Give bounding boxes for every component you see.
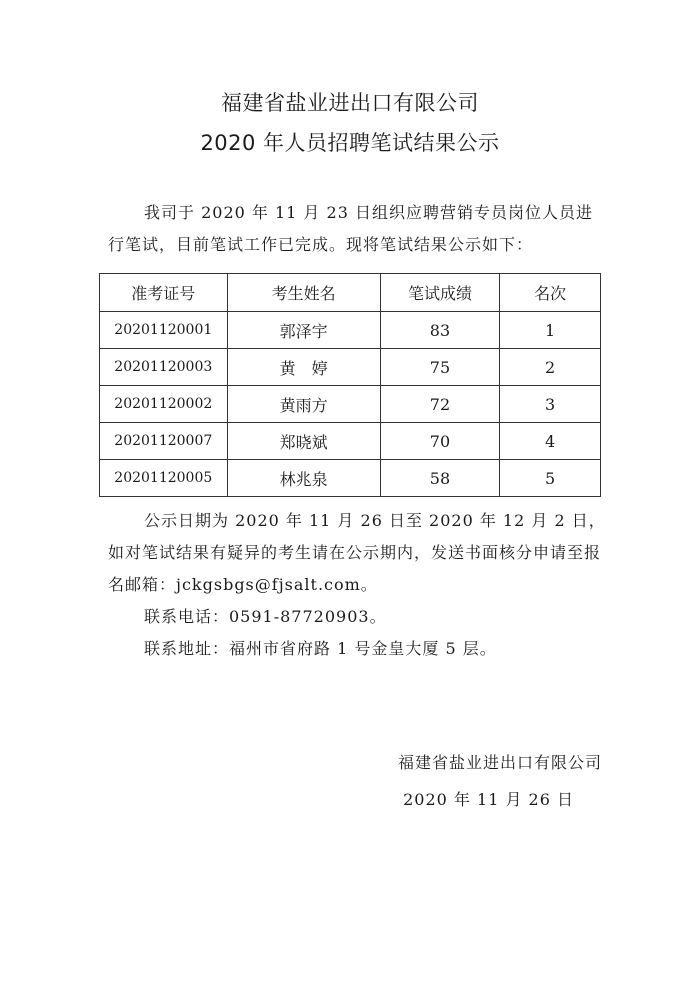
table-row [100, 349, 601, 386]
cell-rank: 1 [500, 312, 601, 349]
header-exam-id: 准考证号 [100, 274, 228, 312]
table-header-row [100, 274, 601, 312]
signature-company: 福建省盐业进出口有限公司 [397, 753, 602, 772]
cell-rank: 5 [500, 460, 601, 497]
signature-date: 2020 年 11 月 26 日 [403, 790, 574, 809]
cell-score: 75 [380, 349, 500, 386]
cell-rank: 2 [500, 349, 601, 386]
document-subtitle: 2020 年人员招聘笔试结果公示 [200, 131, 500, 155]
document-title: 福建省盐业进出口有限公司 [221, 91, 479, 115]
contact-phone: 联系电话：0591-87720903。 [144, 607, 387, 626]
header-score: 笔试成绩 [380, 274, 500, 312]
header-candidate-name: 考生姓名 [227, 274, 380, 312]
intro-paragraph: 我司于 2020 年 11 月 23 日组织应聘营销专员岗位人员进行笔试，目前笔试工作已完成。现将笔试结果公示如下： [108, 203, 593, 254]
cell-score: 72 [380, 386, 500, 423]
cell-exam-id: 20201120002 [100, 386, 228, 423]
cell-candidate-name: 郑晓斌 [227, 423, 380, 460]
contact-address: 联系地址：福州市省府路 1 号金皇大厦 5 层。 [144, 639, 497, 658]
table-row [100, 312, 601, 349]
cell-score: 70 [380, 423, 500, 460]
table-row [100, 460, 601, 497]
cell-rank: 3 [500, 386, 601, 423]
cell-exam-id: 20201120005 [100, 460, 228, 497]
header-rank: 名次 [500, 274, 601, 312]
cell-exam-id: 20201120007 [100, 423, 228, 460]
cell-candidate-name: 黄 婷 [227, 349, 380, 386]
results-table [99, 273, 601, 497]
cell-score: 58 [380, 460, 500, 497]
table-row [100, 423, 601, 460]
notice-paragraph: 公示日期为 2020 年 11 月 26 日至 2020 年 12 月 2 日，如对笔试结果有疑异的考生请在公示期内，发送书面核分申请至报名邮箱：jckgsbgs@fjsalt.com。 [108, 511, 606, 594]
cell-rank: 4 [500, 423, 601, 460]
cell-exam-id: 20201120003 [100, 349, 228, 386]
cell-candidate-name: 郭泽宇 [227, 312, 380, 349]
cell-candidate-name: 黄雨方 [227, 386, 380, 423]
cell-exam-id: 20201120001 [100, 312, 228, 349]
cell-score: 83 [380, 312, 500, 349]
table-row [100, 386, 601, 423]
cell-candidate-name: 林兆泉 [227, 460, 380, 497]
